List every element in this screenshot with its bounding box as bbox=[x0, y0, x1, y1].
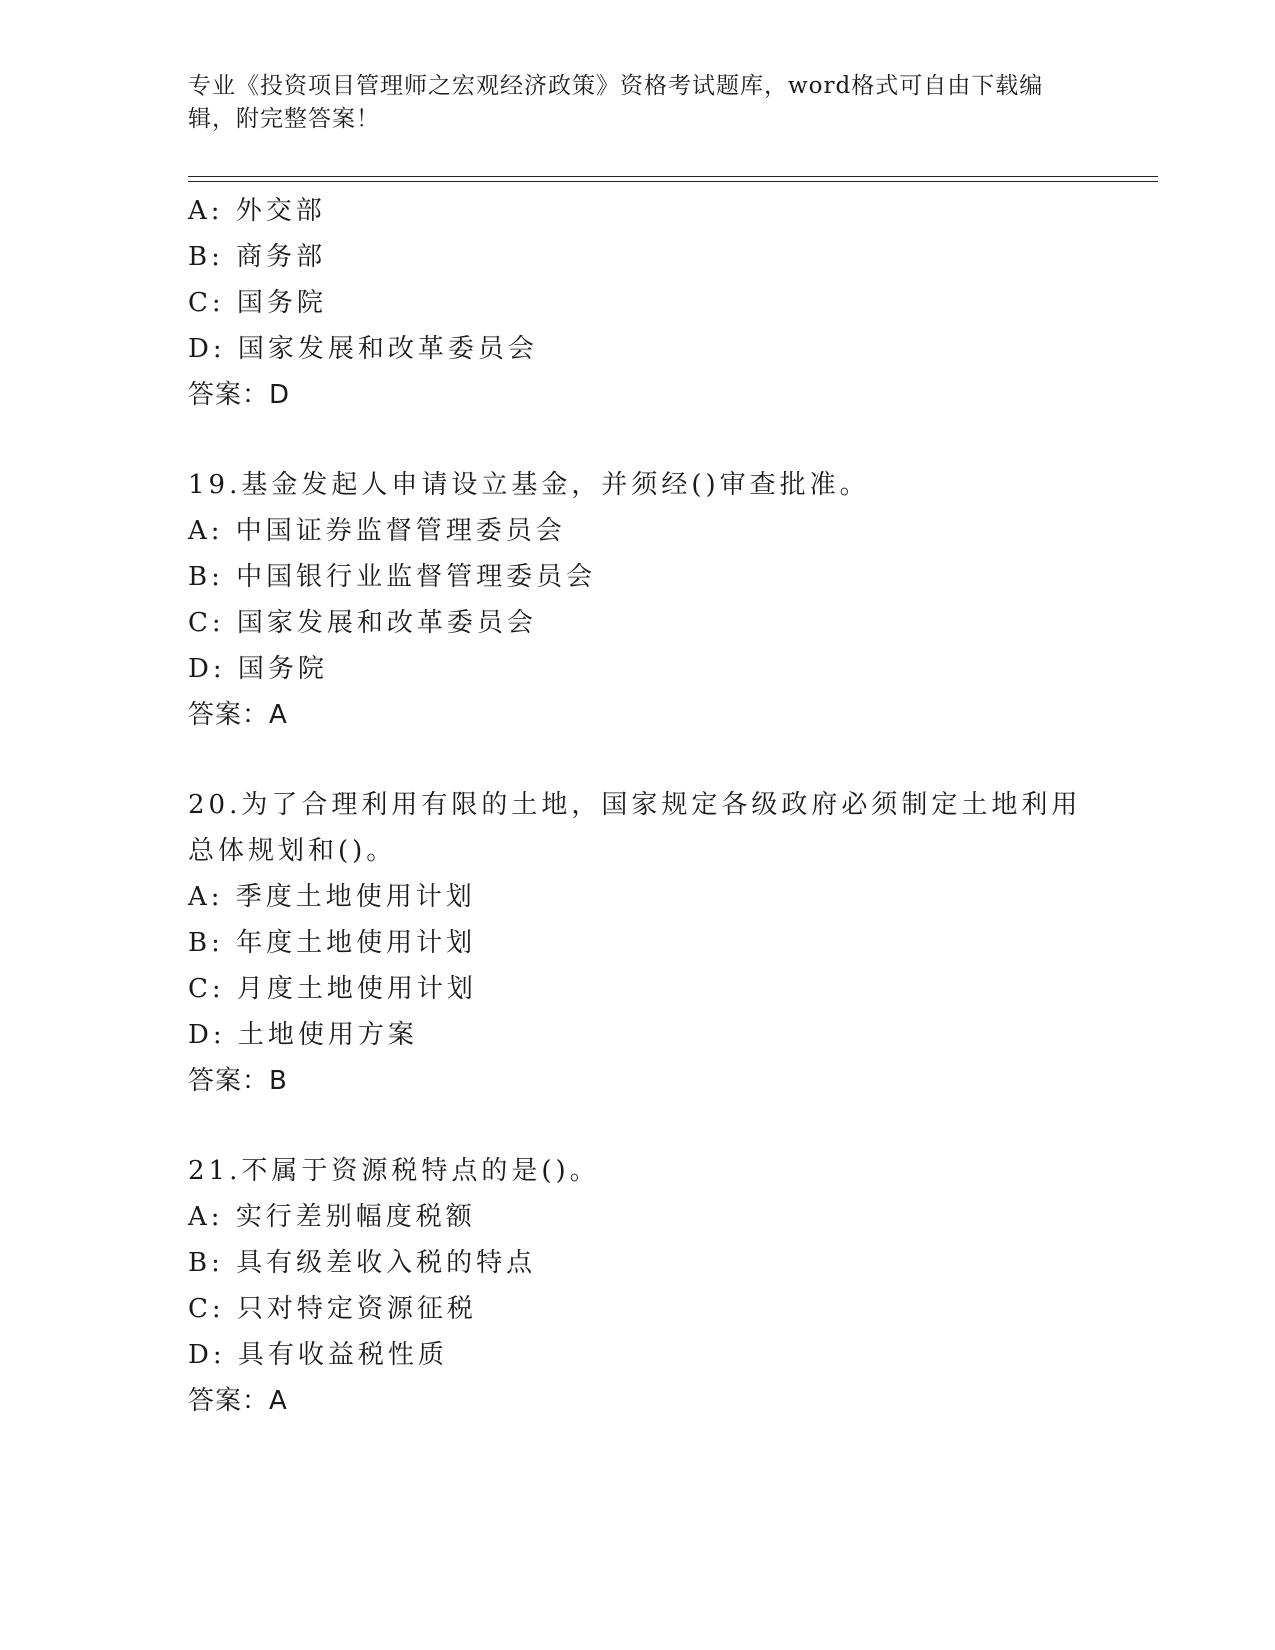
option-b: B: 具有级差收入税的特点 bbox=[188, 1248, 537, 1278]
option-b: B: 商务部 bbox=[188, 242, 327, 272]
question-list bbox=[188, 188, 1088, 1424]
header-divider-top bbox=[188, 176, 1158, 177]
option-d: D: 具有收益税性质 bbox=[188, 1340, 448, 1370]
option-a: A: 外交部 bbox=[188, 196, 326, 226]
question-stem: 19.基金发起人申请设立基金，并须经()审查批准。 bbox=[188, 470, 870, 500]
option-c: C: 只对特定资源征税 bbox=[188, 1294, 477, 1324]
question-stem: 20.为了合理利用有限的土地，国家规定各级政府必须制定土地利用总体规划和()。 bbox=[188, 790, 1082, 866]
answer-line: 答案：A bbox=[188, 1386, 288, 1416]
option-b: B: 年度土地使用计划 bbox=[188, 928, 477, 958]
option-c: C: 国家发展和改革委员会 bbox=[188, 608, 537, 638]
option-a: A: 实行差别幅度税额 bbox=[188, 1202, 476, 1232]
option-c: C: 国务院 bbox=[188, 288, 327, 318]
option-b: B: 中国银行业监督管理委员会 bbox=[188, 562, 597, 592]
question-stem: 21.不属于资源税特点的是()。 bbox=[188, 1156, 600, 1186]
option-d: D: 国家发展和改革委员会 bbox=[188, 334, 538, 364]
header-divider-bottom bbox=[188, 181, 1158, 182]
question-block bbox=[188, 188, 1088, 418]
header-title: 专业《投资项目管理师之宏观经济政策》资格考试题库，word格式可自由下载编辑，附完整答案！ bbox=[188, 73, 1044, 132]
document-header bbox=[188, 70, 1088, 136]
option-a: A: 季度土地使用计划 bbox=[188, 882, 476, 912]
question-block bbox=[188, 462, 1088, 738]
question-block bbox=[188, 782, 1088, 1104]
option-a: A: 中国证券监督管理委员会 bbox=[188, 516, 566, 546]
option-d: D: 土地使用方案 bbox=[188, 1020, 418, 1050]
answer-line: 答案：D bbox=[188, 380, 291, 410]
answer-line: 答案：B bbox=[188, 1066, 288, 1096]
answer-line: 答案：A bbox=[188, 700, 288, 730]
option-d: D: 国务院 bbox=[188, 654, 328, 684]
option-c: C: 月度土地使用计划 bbox=[188, 974, 477, 1004]
question-block bbox=[188, 1148, 1088, 1424]
